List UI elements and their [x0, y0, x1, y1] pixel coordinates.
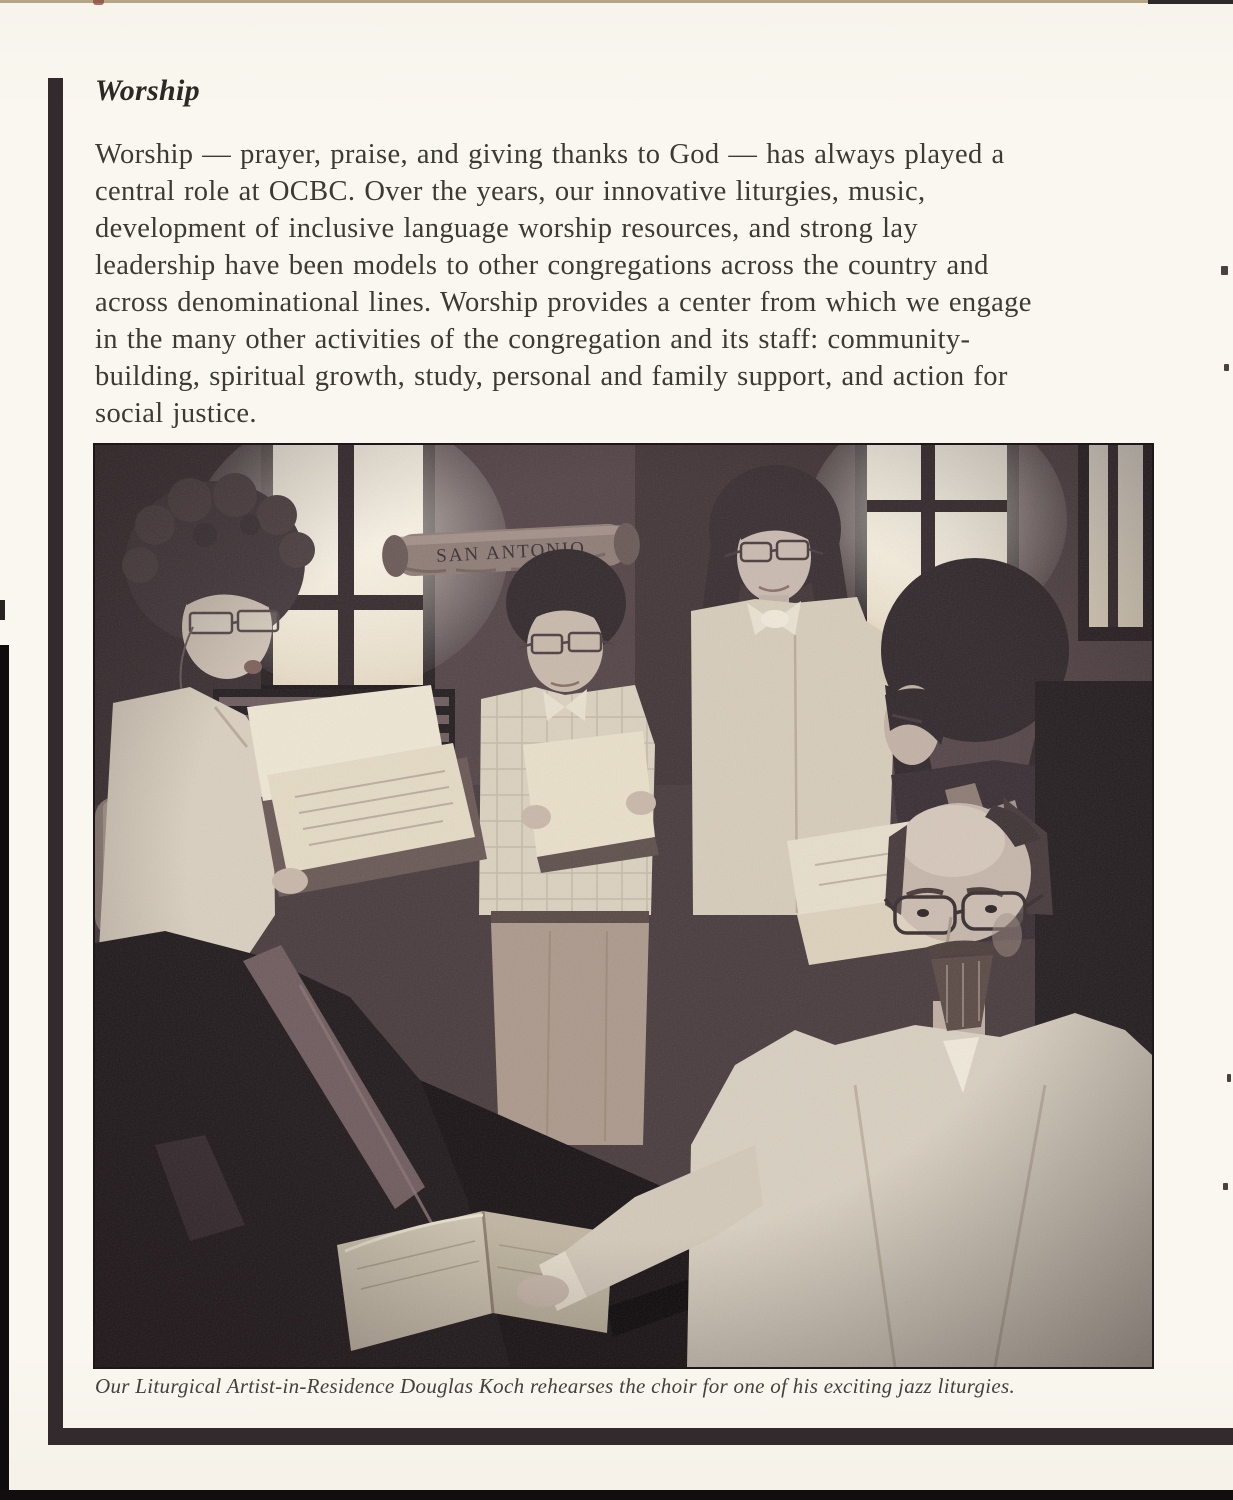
page-top-edge-dark-segment — [1148, 0, 1233, 4]
photo-film-grain — [95, 445, 1152, 1367]
body-line: social justice. — [95, 398, 257, 429]
body-line: in the many other activities of the congregation and its staff: community- — [95, 324, 971, 355]
body-line: across denominational lines. Worship provides a center from which we engage — [95, 287, 1032, 318]
choir-photograph — [93, 443, 1154, 1369]
margin-speck — [1224, 364, 1229, 371]
page-bottom-edge-strip — [0, 1490, 1233, 1500]
page-left-edge-strip — [0, 645, 9, 1500]
margin-speck — [1221, 266, 1228, 275]
body-line: development of inclusive language worship resources, and strong lay — [95, 213, 918, 244]
page-top-edge-line — [0, 0, 1233, 3]
body-line: leadership have been models to other congregations across the country and — [95, 250, 989, 281]
body-line: building, spiritual growth, study, personal and family support, and action for — [95, 361, 1008, 392]
left-edge-tick — [0, 600, 5, 620]
left-vertical-rule — [48, 78, 63, 1445]
body-paragraph — [95, 136, 1175, 432]
body-line: Worship — prayer, praise, and giving thanks to God — has always played a — [95, 139, 1005, 170]
page-heading: Worship — [95, 74, 200, 107]
photo-caption: Our Liturgical Artist-in-Residence Douglas Koch rehearses the choir for one of his exciting jazz liturgies. — [95, 1374, 1016, 1398]
margin-speck — [1227, 1074, 1231, 1082]
choir-photo-illustration — [95, 445, 1152, 1367]
bottom-horizontal-rule — [48, 1428, 1233, 1445]
body-line: central role at OCBC. Over the years, our innovative liturgies, music, — [95, 176, 926, 207]
red-registration-mark — [93, 0, 104, 5]
margin-speck — [1223, 1183, 1228, 1190]
